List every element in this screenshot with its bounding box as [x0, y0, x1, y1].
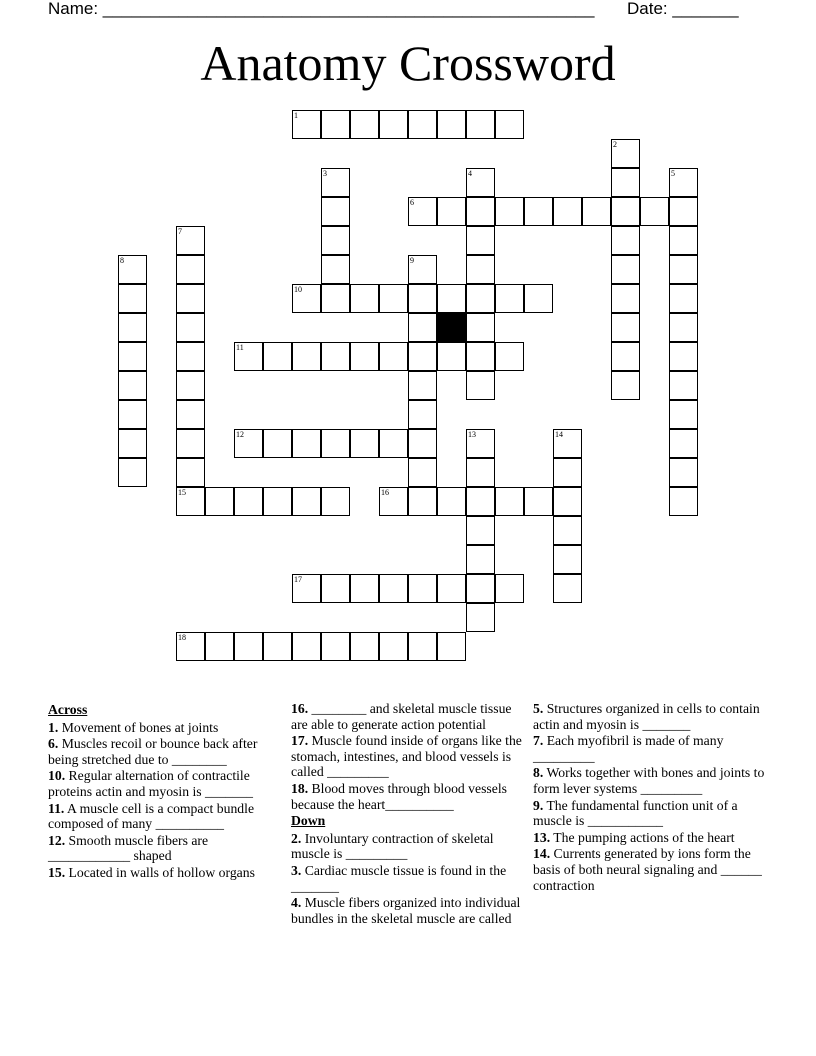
crossword-cell[interactable]: [553, 516, 582, 545]
crossword-cell[interactable]: [205, 632, 234, 661]
clue-number: 1.: [48, 719, 59, 735]
crossword-cell[interactable]: [408, 371, 437, 400]
crossword-cell[interactable]: [118, 429, 147, 458]
clue-number-label: 10: [294, 285, 302, 294]
crossword-cell[interactable]: [176, 458, 205, 487]
crossword-cell[interactable]: [669, 255, 698, 284]
crossword-cell[interactable]: [524, 284, 553, 313]
crossword-cell[interactable]: [350, 632, 379, 661]
clue-number: 4.: [291, 895, 302, 911]
crossword-cell-11[interactable]: [234, 342, 263, 371]
crossword-cell[interactable]: [437, 632, 466, 661]
clue-text: The fundamental function unit of a muscle is ___________: [533, 797, 738, 829]
crossword-cell-3[interactable]: [321, 168, 350, 197]
crossword-cell[interactable]: [263, 342, 292, 371]
crossword-cell[interactable]: [669, 342, 698, 371]
clue-down-3: [291, 863, 524, 894]
crossword-cell[interactable]: [611, 313, 640, 342]
crossword-cell[interactable]: [379, 574, 408, 603]
crossword-cell[interactable]: [437, 284, 466, 313]
clue-across-17: [291, 733, 524, 780]
crossword-cell[interactable]: [263, 487, 292, 516]
crossword-cell[interactable]: [611, 284, 640, 313]
crossword-cell[interactable]: [466, 255, 495, 284]
crossword-cell[interactable]: [350, 429, 379, 458]
crossword-cell[interactable]: [176, 400, 205, 429]
clue-across-11: [48, 801, 280, 832]
clue-text: Each myofibril is made of many _________: [533, 733, 724, 764]
crossword-cell-8[interactable]: [118, 255, 147, 284]
page-title: Anatomy Crossword: [200, 35, 616, 91]
clue-down-13: [533, 830, 766, 846]
crossword-cell[interactable]: [379, 632, 408, 661]
clue-number: 15.: [48, 864, 66, 880]
clue-number-label: 12: [236, 430, 244, 439]
clue-number: 12.: [48, 832, 66, 848]
clue-across-6: [48, 736, 280, 767]
clue-number-label: 13: [468, 430, 476, 439]
crossword-cell[interactable]: [553, 458, 582, 487]
crossword-cell[interactable]: [408, 342, 437, 371]
crossword-cell[interactable]: [321, 487, 350, 516]
crossword-cell[interactable]: [408, 284, 437, 313]
crossword-cell[interactable]: [176, 255, 205, 284]
crossword-cell-2[interactable]: [611, 139, 640, 168]
crossword-cell-1[interactable]: [292, 110, 321, 139]
clue-number: 5.: [533, 701, 544, 716]
clue-number-label: 15: [178, 488, 186, 497]
crossword-cell[interactable]: [437, 574, 466, 603]
crossword-cell-16[interactable]: [379, 487, 408, 516]
clues-column-1: [48, 701, 280, 882]
crossword-cell[interactable]: [263, 429, 292, 458]
crossword-cell[interactable]: [669, 226, 698, 255]
crossword-cell[interactable]: [118, 342, 147, 371]
crossword-cell-9[interactable]: [408, 255, 437, 284]
crossword-cell[interactable]: [466, 545, 495, 574]
crossword-cell-13[interactable]: [466, 429, 495, 458]
crossword-cell[interactable]: [408, 458, 437, 487]
crossword-cell[interactable]: [553, 487, 582, 516]
crossword-cell[interactable]: [524, 487, 553, 516]
clue-text: Muscle found inside of organs like the stomach, intestines, and blood vessels is called _________: [291, 733, 522, 780]
clue-text: A muscle cell is a compact bundle composed of many __________: [48, 800, 255, 832]
crossword-cell[interactable]: [263, 632, 292, 661]
crossword-cell[interactable]: [321, 574, 350, 603]
crossword-cell[interactable]: [292, 342, 321, 371]
crossword-cell[interactable]: [553, 574, 582, 603]
down-heading: Down: [291, 813, 326, 829]
crossword-cell[interactable]: [176, 371, 205, 400]
crossword-cell[interactable]: [321, 197, 350, 226]
crossword-cell[interactable]: [350, 110, 379, 139]
clue-number: 9.: [533, 797, 544, 813]
crossword-cell[interactable]: [495, 487, 524, 516]
clue-text: Structures organized in cells to contain actin and myosin is _______: [533, 701, 760, 732]
crossword-cell[interactable]: [611, 371, 640, 400]
crossword-cell[interactable]: [669, 284, 698, 313]
clue-number-label: 7: [178, 227, 182, 236]
crossword-cell-10[interactable]: [292, 284, 321, 313]
crossword-cell[interactable]: [669, 197, 698, 226]
clue-text: Movement of bones at joints: [58, 719, 219, 735]
clue-number-label: 1: [294, 111, 298, 120]
crossword-cell-18[interactable]: [176, 632, 205, 661]
crossword-cell-7[interactable]: [176, 226, 205, 255]
crossword-cell[interactable]: [176, 342, 205, 371]
crossword-cell[interactable]: [466, 516, 495, 545]
clue-down-8: [533, 765, 766, 796]
clue-number: 3.: [291, 862, 302, 878]
crossword-cell[interactable]: [118, 284, 147, 313]
clue-number: 11.: [48, 800, 65, 816]
clue-number-label: 17: [294, 575, 302, 584]
crossword-cell[interactable]: [118, 400, 147, 429]
crossword-cell[interactable]: [466, 313, 495, 342]
crossword-cell[interactable]: [118, 371, 147, 400]
crossword-cell[interactable]: [553, 197, 582, 226]
clue-number-label: 5: [671, 169, 675, 178]
crossword-cell[interactable]: [350, 284, 379, 313]
crossword-cell[interactable]: [582, 197, 611, 226]
crossword-cell[interactable]: [379, 342, 408, 371]
clue-down-4: [291, 895, 524, 926]
clue-across-1: [48, 720, 280, 736]
clue-number-label: 11: [236, 343, 244, 352]
clue-number: 6.: [48, 736, 59, 752]
crossword-cell[interactable]: [176, 284, 205, 313]
clue-text: Regular alternation of contractile proteins actin and myosin is _______: [48, 768, 253, 799]
crossword-cell[interactable]: [176, 313, 205, 342]
crossword-cell[interactable]: [234, 632, 263, 661]
clue-down-9: [533, 798, 766, 829]
header: [48, 0, 768, 22]
crossword-cell[interactable]: [205, 487, 234, 516]
clue-number: 8.: [533, 765, 544, 781]
crossword-cell[interactable]: [408, 313, 437, 342]
crossword-cell[interactable]: [292, 487, 321, 516]
clue-number-label: 14: [555, 430, 563, 439]
crossword-cell[interactable]: [437, 342, 466, 371]
clue-text: Smooth muscle fibers are ____________ shaped: [48, 832, 209, 864]
crossword-cell[interactable]: [379, 284, 408, 313]
clue-number-label: 18: [178, 633, 186, 642]
crossword-cell[interactable]: [437, 487, 466, 516]
clue-down-7: [533, 733, 766, 764]
crossword-cell[interactable]: [640, 197, 669, 226]
crossword-cell[interactable]: [495, 197, 524, 226]
crossword-cell[interactable]: [118, 458, 147, 487]
crossword-block: [437, 313, 466, 342]
clue-text: Currents generated by ions form the basis of both neural signaling and ______ contraction: [533, 846, 762, 893]
crossword-cell[interactable]: [669, 487, 698, 516]
crossword-cell[interactable]: [466, 487, 495, 516]
clue-text: Works together with bones and joints to form lever systems _________: [533, 765, 765, 796]
crossword-cell[interactable]: [669, 400, 698, 429]
crossword-cell[interactable]: [118, 313, 147, 342]
crossword-cell[interactable]: [408, 429, 437, 458]
crossword-cell[interactable]: [408, 574, 437, 603]
crossword-cell[interactable]: [466, 574, 495, 603]
crossword-cell[interactable]: [321, 226, 350, 255]
crossword-cell[interactable]: [408, 632, 437, 661]
crossword-cell[interactable]: [379, 110, 408, 139]
crossword-cell[interactable]: [466, 371, 495, 400]
crossword-cell[interactable]: [611, 342, 640, 371]
clue-number: 10.: [48, 768, 66, 784]
crossword-cell[interactable]: [669, 371, 698, 400]
crossword-cell[interactable]: [669, 313, 698, 342]
clue-number-label: 4: [468, 169, 472, 178]
crossword-cell[interactable]: [350, 342, 379, 371]
clue-number-label: 8: [120, 256, 124, 265]
clue-number: 16.: [291, 701, 309, 716]
crossword-cell[interactable]: [176, 429, 205, 458]
crossword-cell-4[interactable]: [466, 168, 495, 197]
clue-number: 7.: [533, 733, 544, 749]
crossword-cell[interactable]: [466, 110, 495, 139]
crossword-cell[interactable]: [669, 429, 698, 458]
clues-column-2: [291, 701, 524, 927]
crossword-cell[interactable]: [495, 110, 524, 139]
crossword-cell[interactable]: [466, 342, 495, 371]
crossword-cell[interactable]: [292, 632, 321, 661]
clue-text: Involuntary contraction of skeletal muscle is _________: [291, 830, 494, 862]
crossword-cell-14[interactable]: [553, 429, 582, 458]
clue-across-10: [48, 768, 280, 799]
crossword-cell-6[interactable]: [408, 197, 437, 226]
crossword-cell[interactable]: [437, 197, 466, 226]
clue-number: 14.: [533, 846, 551, 862]
crossword-cell[interactable]: [611, 226, 640, 255]
crossword-cell-15[interactable]: [176, 487, 205, 516]
clue-text: Blood moves through blood vessels because the heart__________: [291, 780, 507, 812]
across-heading: Across: [48, 702, 88, 717]
crossword-cell[interactable]: [466, 458, 495, 487]
clue-number-label: 6: [410, 198, 414, 207]
crossword-cell[interactable]: [321, 255, 350, 284]
crossword-cell[interactable]: [321, 632, 350, 661]
crossword-cell[interactable]: [669, 458, 698, 487]
clue-text: Muscles recoil or bounce back after being stretched due to ________: [48, 736, 258, 767]
crossword-cell[interactable]: [466, 197, 495, 226]
clue-number-label: 2: [613, 140, 617, 149]
clue-text: Located in walls of hollow organs: [65, 864, 255, 880]
clue-down-2: [291, 831, 524, 862]
crossword-cell[interactable]: [611, 168, 640, 197]
crossword-cell[interactable]: [495, 574, 524, 603]
clue-across-18: [291, 781, 524, 812]
crossword-cell[interactable]: [524, 197, 553, 226]
clue-number-label: 16: [381, 488, 389, 497]
clue-across-15: [48, 865, 280, 881]
clue-number-label: 3: [323, 169, 327, 178]
crossword-cell[interactable]: [321, 110, 350, 139]
crossword-cell-5[interactable]: [669, 168, 698, 197]
date-field[interactable]: Date: _______: [627, 0, 739, 18]
crossword-cell[interactable]: [321, 284, 350, 313]
clue-text: The pumping actions of the heart: [550, 829, 735, 845]
crossword-cell[interactable]: [553, 545, 582, 574]
crossword-cell[interactable]: [408, 400, 437, 429]
clue-text: ________ and skeletal muscle tissue are able to generate action potential: [291, 701, 512, 732]
clue-across-16: [291, 701, 524, 732]
crossword-cell[interactable]: [234, 487, 263, 516]
crossword-cell-17[interactable]: [292, 574, 321, 603]
crossword-cell[interactable]: [321, 429, 350, 458]
clue-across-12: [48, 833, 280, 864]
clue-down-14: [533, 846, 766, 893]
clue-number: 2.: [291, 830, 302, 846]
clue-text: Muscle fibers organized into individual bundles in the skeletal muscle are called: [291, 895, 521, 926]
crossword-cell[interactable]: [321, 342, 350, 371]
crossword-cell[interactable]: [350, 574, 379, 603]
clue-number-label: 9: [410, 256, 414, 265]
crossword-cell[interactable]: [292, 429, 321, 458]
crossword-cell[interactable]: [408, 487, 437, 516]
clue-text: Cardiac muscle tissue is found in the _______: [291, 862, 507, 894]
crossword-cell[interactable]: [466, 284, 495, 313]
clue-number: 18.: [291, 780, 309, 796]
clue-number: 17.: [291, 733, 309, 749]
crossword-cell[interactable]: [379, 429, 408, 458]
crossword-cell[interactable]: [495, 284, 524, 313]
name-field[interactable]: Name: ____________________________________________________: [48, 0, 595, 18]
crossword-cell[interactable]: [466, 226, 495, 255]
clue-down-5: [533, 701, 766, 732]
crossword-cell[interactable]: [466, 603, 495, 632]
crossword-cell-12[interactable]: [234, 429, 263, 458]
crossword-cell[interactable]: [408, 110, 437, 139]
crossword-cell[interactable]: [611, 197, 640, 226]
crossword-cell[interactable]: [495, 342, 524, 371]
crossword-cell[interactable]: [611, 255, 640, 284]
clues-column-3: [533, 701, 766, 894]
clue-number: 13.: [533, 829, 551, 845]
crossword-cell[interactable]: [437, 110, 466, 139]
